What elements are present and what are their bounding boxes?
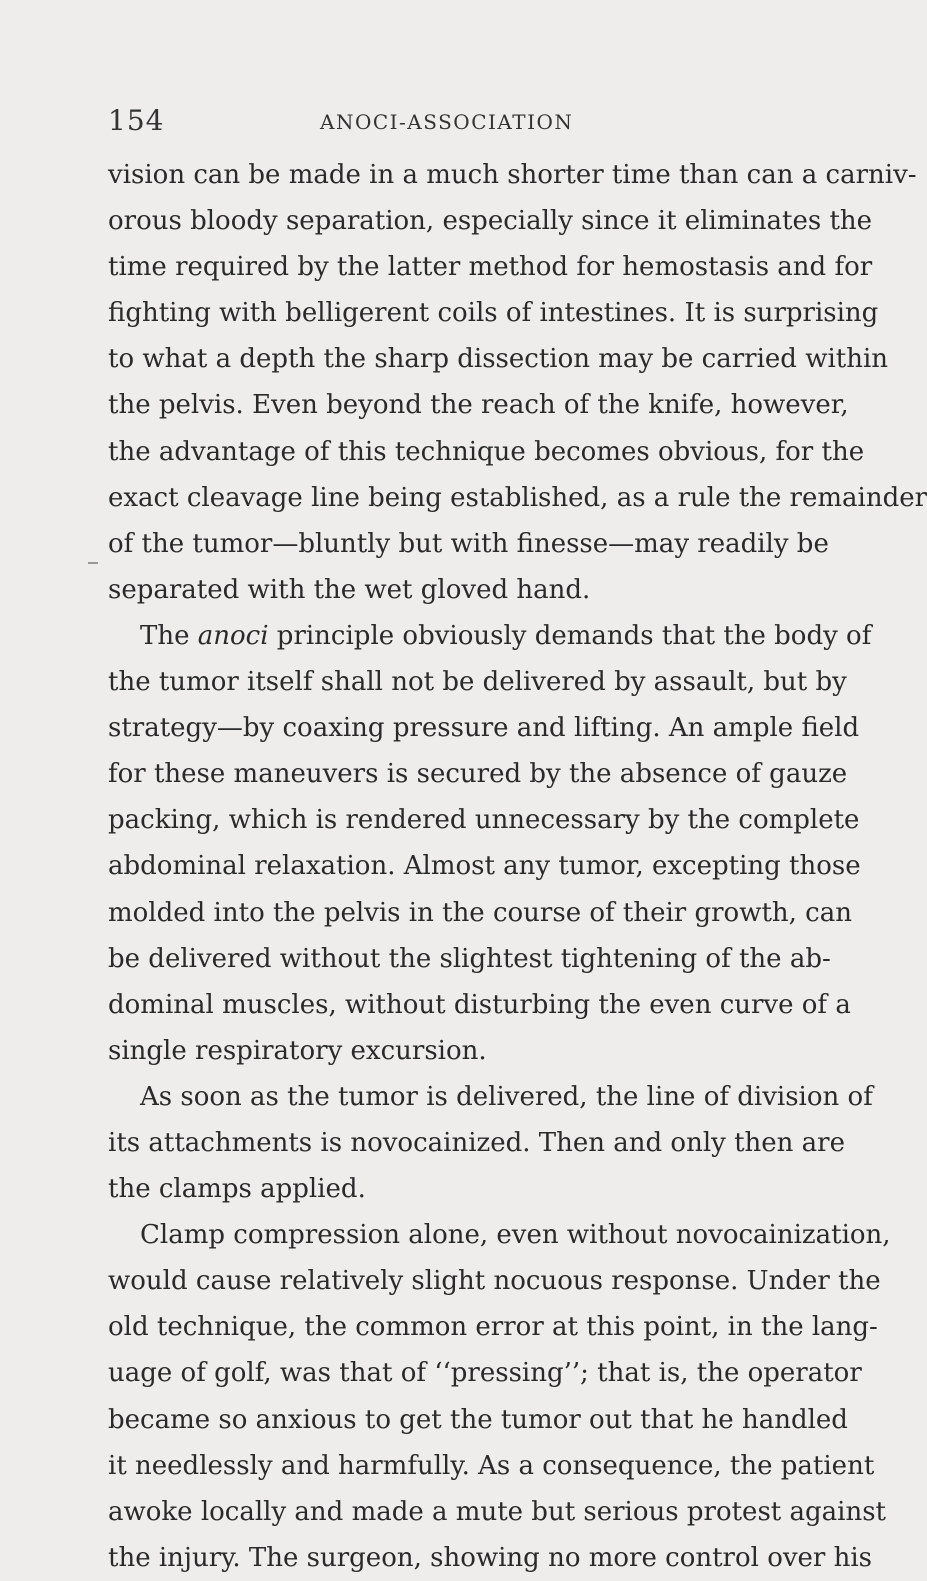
- text-line: vision can be made in a much shorter time than can a carniv-: [108, 160, 917, 190]
- text-line: separated with the wet gloved hand.: [108, 574, 591, 605]
- text-line: for these maneuvers is secured by the absence of gauze: [108, 759, 848, 790]
- text-line: became so anxious to get the tumor out that he handled: [108, 1404, 848, 1435]
- text-line: its attachments is novocainized. Then and only then are: [108, 1127, 845, 1158]
- running-title: ANOCI-ASSOCIATION: [320, 110, 574, 134]
- text-line: molded into the pelvis in the course of their growth, can: [108, 897, 852, 928]
- text-line: awoke locally and made a mute but serious protest against: [108, 1496, 886, 1527]
- margin-mark: [88, 562, 98, 564]
- paragraph-start-line: Clamp compression alone, even without novocainization,: [140, 1220, 891, 1251]
- text-line: the clamps applied.: [108, 1174, 366, 1205]
- paragraph-start-line: As soon as the tumor is delivered, the line of division of: [140, 1081, 873, 1112]
- text-line: be delivered without the slightest tightening of the ab-: [108, 943, 831, 974]
- text-line: the pelvis. Even beyond the reach of the knife, however,: [108, 390, 849, 421]
- text-line: dominal muscles, without disturbing the even curve of a: [108, 989, 851, 1020]
- text-line: uage of golf, was that of ‘‘pressing’’; that is, the operator: [108, 1358, 862, 1389]
- text-line: single respiratory excursion.: [108, 1035, 487, 1066]
- text-line: old technique, the common error at this point, in the lang-: [108, 1312, 878, 1343]
- emphasized-term: anoci: [197, 620, 269, 651]
- text-line: the injury. The surgeon, showing no more control over his: [108, 1542, 873, 1573]
- text-line: orous bloody separation, especially since it eliminates the: [108, 206, 873, 237]
- text-line: of the tumor—bluntly but with finesse—may readily be: [108, 528, 829, 559]
- text-line: the tumor itself shall not be delivered by assault, but by: [108, 667, 847, 698]
- paragraph-start-line: The anoci principle obviously demands that the body of: [140, 620, 872, 651]
- text-line: fighting with belligerent coils of intestines. It is surprising: [108, 298, 879, 329]
- text-line: abdominal relaxation. Almost any tumor, excepting those: [108, 851, 861, 882]
- text-line: packing, which is rendered unnecessary by the complete: [108, 805, 860, 836]
- text-line: time required by the latter method for hemostasis and for: [108, 252, 873, 283]
- text-line: it needlessly and harmfully. As a consequence, the patient: [108, 1450, 875, 1481]
- page-number: 154: [108, 104, 165, 137]
- text-line: strategy—by coaxing pressure and lifting. An ample field: [108, 713, 860, 744]
- text-line: exact cleavage line being established, as a rule the remainder: [108, 482, 927, 513]
- running-header: [108, 104, 740, 144]
- text-line: would cause relatively slight nocuous response. Under the: [108, 1266, 881, 1297]
- body-text: [108, 152, 927, 1581]
- text-line: the advantage of this technique becomes obvious, for the: [108, 436, 865, 467]
- text-line: to what a depth the sharp dissection may be carried within: [108, 344, 889, 375]
